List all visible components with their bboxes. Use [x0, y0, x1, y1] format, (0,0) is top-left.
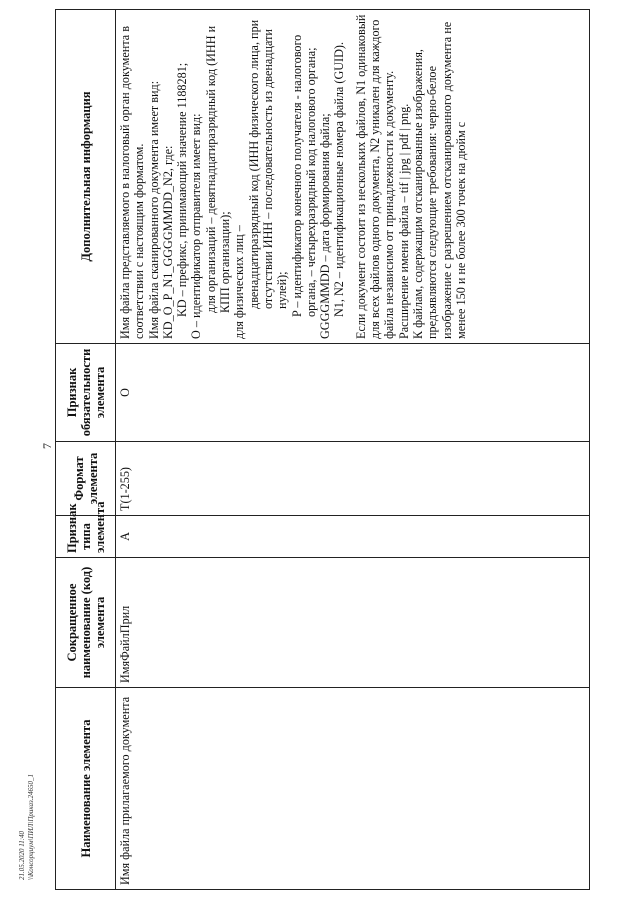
element-spec-table	[55, 9, 590, 890]
info-line: KD – префикс, принимающий значение 1188281;	[175, 62, 190, 317]
info-line: Если документ состоит из нескольких файлов, N1 одинаковый для всех файлов одного документа, N2 уникален для каждого файла независимо от принадлежности к документу.	[353, 14, 397, 339]
info-line: Расширение имени файла – tif | jpg | pdf | png.	[396, 103, 411, 339]
cell-element-required: О	[116, 344, 590, 442]
document-footer-stamp	[18, 774, 36, 880]
header-element-type: Признак типа элемента	[56, 516, 116, 558]
info-line: P – идентификатор конечного получателя - налогового органа, – четырехразрядный код налогового органа;	[289, 34, 318, 317]
header-element-format: Формат элемента	[56, 442, 116, 516]
footer-path: \\Консорциум\ПИЛ\Приказ.24650_1	[27, 774, 35, 880]
cell-element-code: ИмяФайлПрил	[116, 558, 590, 688]
info-line: Имя файла сканированного документа имеет вид:	[146, 80, 161, 339]
header-element-code: Сокращенное наименование (код) элемента	[56, 558, 116, 688]
table-header-row	[56, 10, 116, 890]
rotated-table-wrapper	[55, 10, 590, 890]
info-line: Имя файла представляемого в налоговый орган документа в соответствии с настоящим форматом.	[118, 25, 147, 339]
info-line: для физических лиц –	[232, 225, 247, 339]
cell-element-format: T(1-255)	[116, 442, 590, 516]
header-element-name: Наименование элемента	[56, 688, 116, 890]
info-line: O – идентификатор отправителя имеет вид:	[189, 113, 204, 339]
page-number: 7	[40, 443, 54, 449]
cell-additional-info	[116, 10, 590, 344]
info-line: К файлам, содержащим отсканированные изображения, предъявляются следующие требования: черно-белое изображение с разрешением отсканированного документа не менее 150 и не более 300 точек на дюйм с	[410, 21, 468, 339]
info-line: двенадцатиразрядный код (ИНН физического лица, при отсутствии ИНН – последовательность из двенадцати нулей);	[246, 19, 290, 309]
cell-element-type: А	[116, 516, 590, 558]
header-element-required: Признак обязательности элемента	[56, 344, 116, 442]
info-line: N1, N2 – идентификационные номера файла (GUID).	[332, 41, 347, 317]
info-line: для организаций – девятнадцатиразрядный код (ИНН и КПП организации);	[203, 25, 233, 313]
footer-datetime: 21.05.2020 11:40	[18, 830, 26, 880]
info-line: GGGGMMDD – дата формирования файла;	[318, 113, 333, 339]
table-row	[116, 10, 590, 890]
header-additional-info: Дополнительная информация	[56, 10, 116, 344]
cell-element-name: Имя файла прилагаемого документа	[116, 688, 590, 890]
info-line: KD_O_P_N1_GGGGMMDD_N2, где:	[160, 145, 175, 339]
